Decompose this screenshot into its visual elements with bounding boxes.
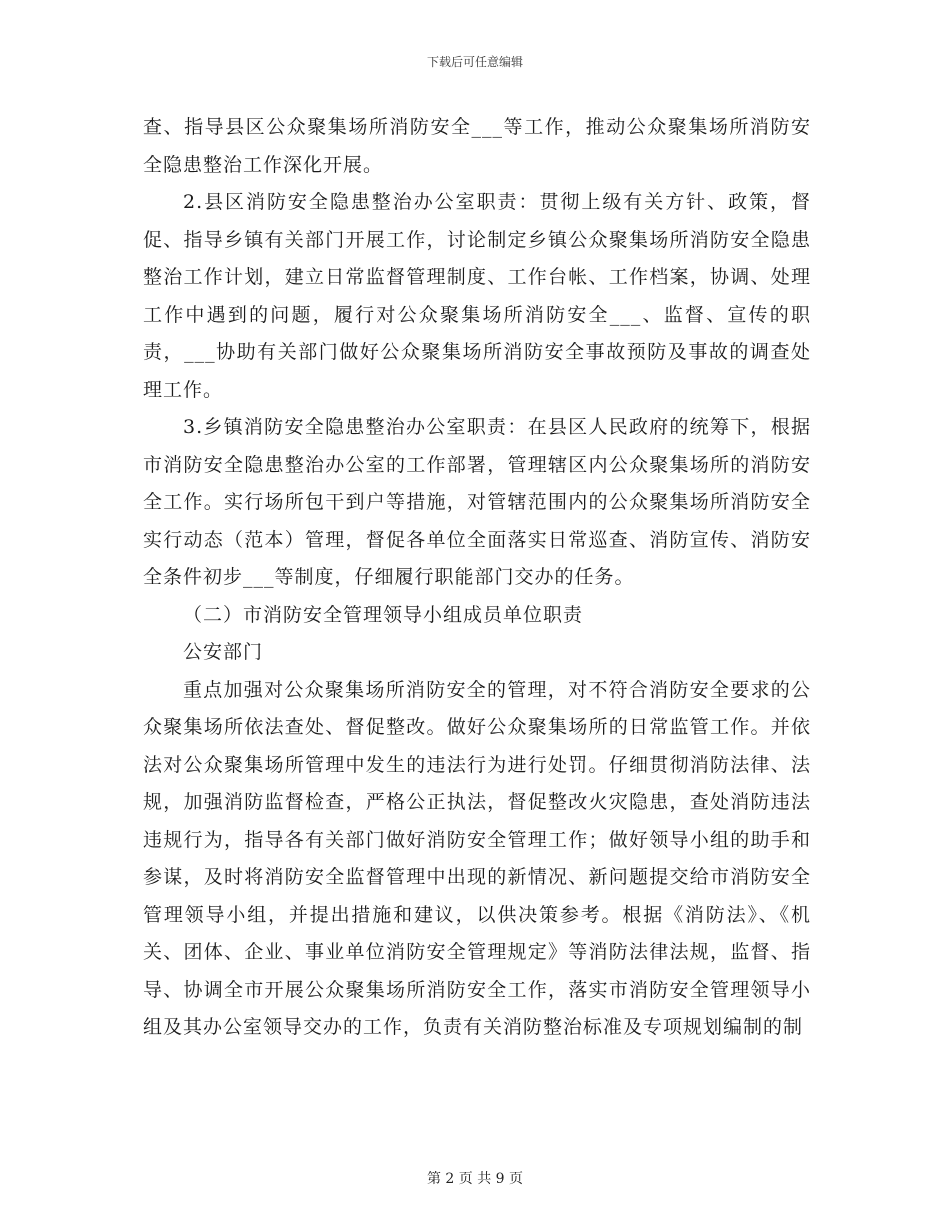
paragraph-continuation: 查、指导县区公众聚集场所消防安全___等工作，推动公众聚集场所消防安全隐患整治工作深化开展。 [143, 116, 811, 176]
subheading-public-security: 公安部门 [183, 641, 264, 663]
paragraph-township-office-duties: 3.乡镇消防安全隐患整治办公室职责：在县区人民政府的统筹下，根据市消防安全隐患整治办公室的工作部署，管理辖区内公众聚集场所的消防安全工作。实行场所包干到户等措施，对管辖范围内的公众聚集场所消防安全实行动态（范本）管理，督促各单位全面落实日常巡查、消防宣传、消防安全条件初步___等制度，仔细履行职能部门交办的任务。 [143, 416, 811, 588]
page-number: 第 2 页 共 9 页 [426, 1171, 524, 1187]
document-body [143, 109, 811, 1047]
section-heading-member-duties: （二）市消防安全管理领导小组成员单位职责 [183, 603, 584, 626]
paragraph-public-security-duties: 重点加强对公众聚集场所消防安全的管理，对不符合消防安全要求的公众聚集场所依法查处、督促整改。做好公众聚集场所的日常监管工作。并依法对公众聚集场所管理中发生的违法行为进行处罚。仔细贯彻消防法律、法规，加强消防监督检查，严格公正执法，督促整改火灾隐患，查处消防违法违规行为，指导各有关部门做好消防安全管理工作；做好领导小组的助手和参谋，及时将消防安全监督管理中出现的新情况、新问题提交给市消防安全管理领导小组，并提出措施和建议，以供决策参考。根据《消防法》、《机关、团体、企业、事业单位消防安全管理规定》等消防法律法规，监督、指导、协调全市开展公众聚集场所消防安全工作，落实市消防安全管理领导小组及其办公室领导交办的工作，负责有关消防整治标准及专项规划编制的制 [143, 678, 811, 1038]
page-header: 下载后可任意编辑 [426, 55, 523, 69]
paragraph-county-office-duties: 2.县区消防安全隐患整治办公室职责：贯彻上级有关方针、政策，督促、指导乡镇有关部门开展工作，讨论制定乡镇公众聚集场所消防安全隐患整治工作计划，建立日常监督管理制度、工作台帐、工作档案，协调、处理工作中遇到的问题，履行对公众聚集场所消防安全___、监督、宣传的职责，___协助有关部门做好公众聚集场所消防安全事故预防及事故的调查处理工作。 [143, 191, 811, 401]
